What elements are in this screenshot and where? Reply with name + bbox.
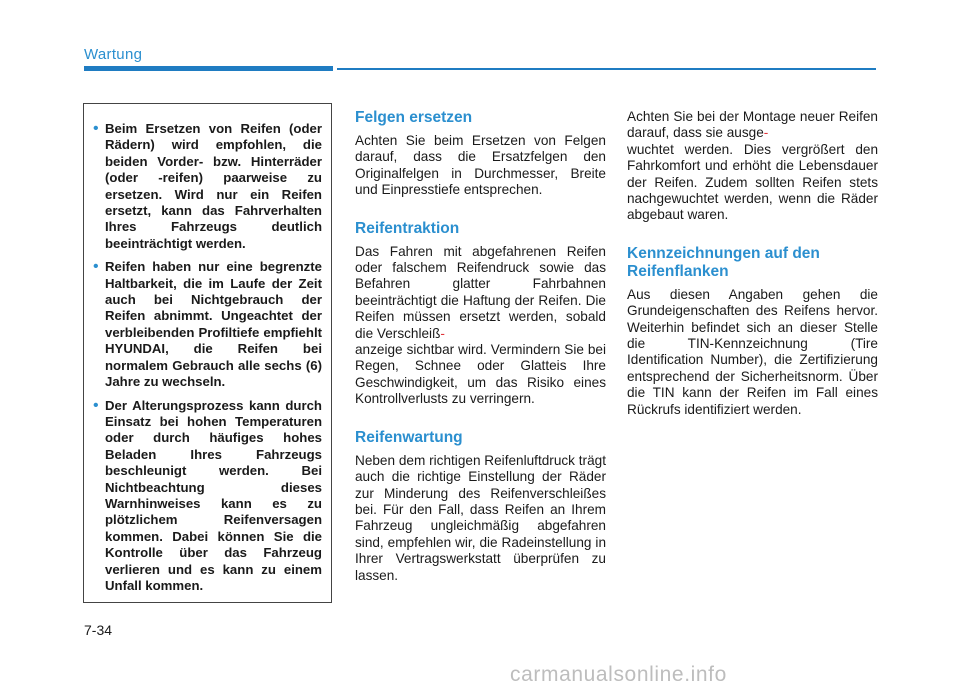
warning-bullet: [93, 398, 322, 595]
bullet-dot-icon: •: [93, 258, 99, 276]
page-number: 7-34: [84, 622, 113, 638]
warning-box: [83, 103, 332, 603]
heading-wartung: Reifenwartung: [355, 428, 463, 446]
paragraph-montage: [627, 109, 878, 224]
paragraph-traktion-part-b: anzeige sichtbar wird. Vermindern Sie bei Regen, Schnee oder Glatteis Ihre Geschwindigkeit, um das Risiko eines Kontrollverlusts zu verringern.: [355, 342, 606, 407]
middle-column: [355, 109, 606, 605]
watermark: carmanualsonline.info: [510, 663, 727, 686]
heading-kennzeichnungen: Kennzeichnungen auf den Reifenflanken: [627, 244, 820, 280]
paragraph-wartung: Neben dem richtigen Reifenluftdruck trägt auch die richtige Einstellung der Räder zur Minderung des Reifenverschleißes bei. Für den Fall, dass Reifen an Ihrem Fahrzeug ungleichmäßig abgefahren sind, empfehlen wir, die Radeinstellung in Ihrer Vertragswerkstatt überprüfen zu lassen.: [355, 452, 606, 583]
paragraph-felgen: Achten Sie beim Ersetzen von Felgen darauf, dass die Ersatzfelgen den Originalfelgen in Durchmesser, Breite und Einpresstiefe entsprechen.: [355, 133, 606, 198]
warning-bullet-text: Beim Ersetzen von Reifen (oder Rädern) wird empfohlen, die beiden Vorder- bzw. Hinterräder (oder -reifen) paarweise zu ersetzen. Wird nur ein Reifen ersetzt, kann das Fahrverhalten Ihres Fahrzeugs deutlich beeinträchtigt werden.: [105, 121, 322, 251]
section-title: Wartung: [84, 46, 143, 63]
header-rule-thick: [84, 66, 333, 71]
paragraph-traktion: [355, 244, 606, 408]
hyphen-mark: -: [763, 125, 769, 141]
warning-bullet-text: Reifen haben nur eine begrenzte Haltbarkeit, die im Laufe der Zeit auch bei Nichtgebrauch der Reifen abnimmt. Ungeachtet der verbleibenden Profiltiefe empfiehlt HYUNDAI, die Reifen bei normalem Gebrauch alle sechs (6) Jahre zu wechseln.: [105, 259, 322, 390]
bullet-dot-icon: •: [93, 396, 99, 414]
warning-bullet: [93, 259, 322, 390]
heading-traktion: Reifentraktion: [355, 219, 460, 237]
paragraph-montage-part-a: Achten Sie bei der Montage neuer Reifen darauf, dass sie ausge: [627, 109, 878, 141]
hyphen-mark: -: [440, 325, 445, 341]
paragraph-montage-part-b: wuchtet werden. Dies vergrößert den Fahrkomfort und erhöht die Lebensdauer der Reifen. Zudem sollten Reifen stets nachgewuchtet werden, wenn die Räder abgebaut waren.: [627, 141, 878, 223]
bullet-dot-icon: •: [93, 120, 99, 137]
warning-bullet-text: Der Alterungsprozess kann durch Einsatz bei hohen Temperaturen oder durch häufiges hohes Beladen Ihres Fahrzeugs beschleunigt werden. Bei Nichtbeachtung dieses Warnhinweises kann es zu plötzlichem Reifenversagen kommen. Dabei können Sie die Kontrolle über das Fahrzeug verlieren und es kann zu einem Unfall kommen.: [105, 397, 322, 593]
warning-bullet: [93, 121, 322, 252]
heading-felgen: Felgen ersetzen: [355, 109, 473, 126]
header-rule-thin: [337, 68, 876, 70]
right-column: [627, 109, 878, 439]
paragraph-traktion-part-a: Das Fahren mit abgefahrenen Reifen oder falschem Reifendruck sowie das Befahren glatter Fahrbahnen beeinträchtigt die Haftung der Reifen. Die Reifen müssen ersetzt werden, sobald die Verschleiß: [355, 243, 606, 341]
paragraph-kennzeichnungen: Aus diesen Angaben gehen die Grundeigenschaften des Reifens hervor. Weiterhin befindet sich an dieser Stelle die TIN-Kennzeichnung (Tire Identification Number), die Zertifizierung entsprechend der Sicherheitsnorm. Über die TIN kann der Reifen im Fall eines Rückrufs identifiziert werden.: [627, 286, 878, 417]
